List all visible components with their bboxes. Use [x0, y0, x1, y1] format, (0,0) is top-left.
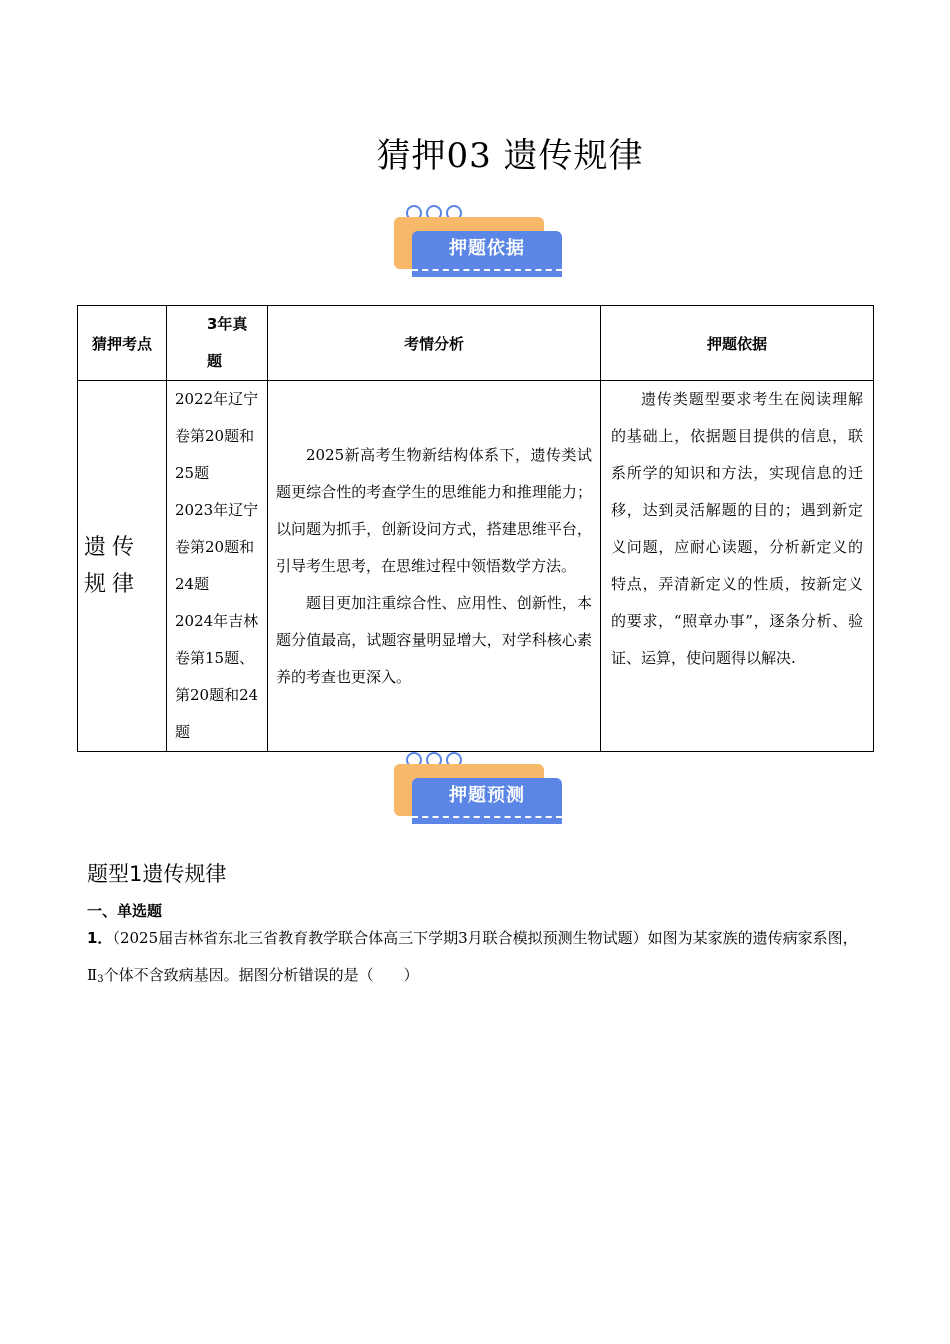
question-number: 1． — [87, 929, 113, 947]
header-point: 猜押考点 — [78, 306, 167, 381]
header-years: 3年真题 — [167, 306, 268, 381]
question-text-end: 个体不含致病基因。据图分析错误的是（ ） — [103, 966, 419, 984]
section-subtitle: 一、单选题 — [87, 902, 163, 920]
question-subscript: 3 — [97, 974, 104, 985]
cell-basis — [601, 381, 874, 752]
analysis-paragraph: 2025新高考生物新结构体系下，遗传类试题更综合性的考查学生的思维能力和推理能力；以问题为抓手，创新设问方式，搭建思维平台，引导考生思考，在思维过程中领悟数学方法。 — [276, 445, 592, 575]
section-title: 题型1遗传规律 — [87, 862, 227, 886]
year-item: 2023年辽宁卷第20题和24题 — [175, 501, 259, 593]
table-header-row — [78, 306, 874, 381]
banner-basis-label: 押题依据 — [449, 238, 525, 259]
analysis-table — [77, 305, 874, 752]
header-basis: 押题依据 — [601, 306, 874, 381]
cell-point: 遗传规律 — [78, 381, 167, 752]
banner-prediction — [394, 752, 566, 834]
question-text: 如图为某家族的遗传病家系图，Ⅱ — [87, 929, 858, 984]
question-source: （2025届吉林省东北三省教育教学联合体高三下学期3月联合模拟预测生物试题） — [112, 929, 648, 947]
cell-analysis — [268, 381, 601, 752]
basis-paragraph: 遗传类题型要求考生在阅读理解的基础上，依据题目提供的信息，联系所学的知识和方法，实现信息的迁移，达到灵活解题的目的；遇到新定义问题，应耐心读题，分析新定义的特点，弄清新定义的性质，按新定义的要求，“照章办事”，逐条分析、验证、运算，使问题得以解决. — [611, 390, 863, 667]
header-analysis: 考情分析 — [268, 306, 601, 381]
year-item: 2022年辽宁卷第20题和25题 — [175, 390, 259, 482]
question-1 — [87, 920, 862, 998]
banner-prediction-label: 押题预测 — [449, 785, 525, 806]
table-row — [78, 381, 874, 752]
page-title: 猜押03 遗传规律 — [376, 136, 644, 176]
cell-years — [167, 381, 268, 752]
year-item: 2024年吉林卷第15题、第20题和24题 — [175, 612, 259, 741]
banner-basis — [394, 205, 566, 287]
analysis-paragraph: 题目更加注重综合性、应用性、创新性，本题分值最高，试题容量明显增大，对学科核心素养的考查也更深入。 — [276, 593, 592, 686]
